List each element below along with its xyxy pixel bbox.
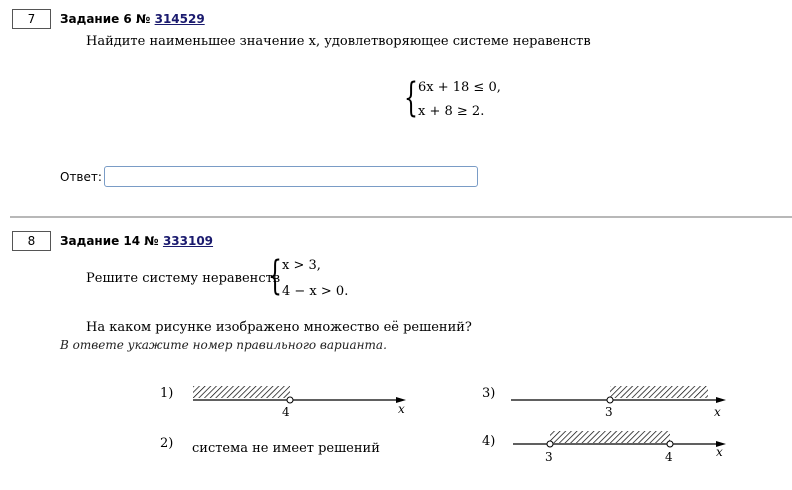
task-hint: В ответе укажите номер правильного варианта. <box>60 338 387 352</box>
system-line-2: 4 − x > 0. <box>282 284 349 299</box>
answer-label: Ответ: <box>60 170 102 184</box>
axis-label: x <box>716 445 723 459</box>
option-3-label[interactable]: 3) <box>482 386 496 401</box>
solution-hatch <box>610 386 708 398</box>
answer-input[interactable] <box>104 166 478 187</box>
point-label: 3 <box>605 405 613 419</box>
inequality-system <box>268 253 349 302</box>
task-header <box>60 234 213 248</box>
open-point-b <box>667 441 673 447</box>
option-1-number-line <box>188 380 418 420</box>
system-line-1: x > 3, <box>282 258 321 273</box>
axis-label: x <box>398 402 405 416</box>
system-line-1: 6x + 18 ≤ 0, <box>418 80 501 95</box>
axis-arrow-icon <box>716 397 726 403</box>
task-number-box <box>12 231 51 251</box>
point-b-label: 4 <box>665 450 673 464</box>
solution-hatch <box>550 431 670 443</box>
task-question: Найдите наименьшее значение x, удовлетворяющее системе неравенств <box>86 34 591 49</box>
open-point <box>287 397 293 403</box>
task-number: 8 <box>27 234 36 248</box>
task-title: Задание 6 № <box>60 12 151 26</box>
system-line-2: x + 8 ≥ 2. <box>418 104 485 119</box>
option-1-label[interactable]: 1) <box>160 386 174 401</box>
inequality-system <box>404 75 501 122</box>
point-label: 4 <box>282 405 290 419</box>
task-id-link[interactable]: 333109 <box>162 234 214 248</box>
task-title: Задание 14 № <box>60 234 159 248</box>
brace-glyph: { <box>268 253 282 299</box>
solution-hatch <box>193 386 290 398</box>
task-id-link[interactable]: 314529 <box>154 12 205 26</box>
task-question-prefix: Решите систему неравенств <box>86 271 281 286</box>
option-4-label[interactable]: 4) <box>482 434 496 449</box>
task-header <box>60 12 205 26</box>
option-3-number-line <box>508 380 738 420</box>
open-point <box>607 397 613 403</box>
option-2-label[interactable]: 2) <box>160 436 174 451</box>
open-point-a <box>547 441 553 447</box>
brace-glyph: { <box>404 75 418 121</box>
axis-label: x <box>714 405 721 419</box>
task-number: 7 <box>27 12 36 26</box>
point-a-label: 3 <box>545 450 553 464</box>
option-4-number-line <box>508 426 738 470</box>
task-divider <box>10 216 792 218</box>
task-number-box <box>12 9 51 29</box>
option-2-text: система не имеет решений <box>192 441 380 456</box>
task-question: На каком рисунке изображено множество её решений? <box>86 320 472 335</box>
